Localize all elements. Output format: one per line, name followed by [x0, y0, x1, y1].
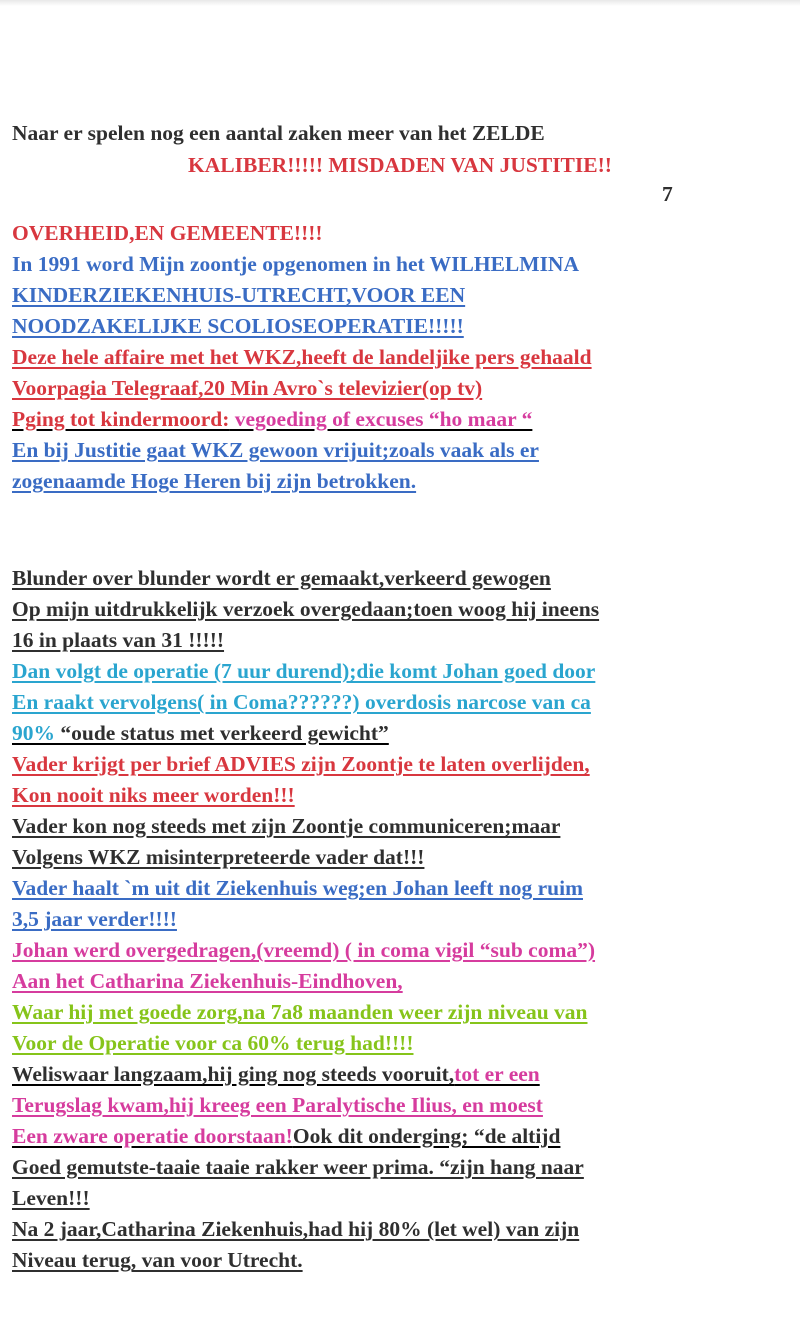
section2-line-12: 3,5 jaar verder!!!!	[12, 907, 177, 931]
section2-line-21: Leven!!!	[12, 1186, 90, 1210]
section1-line-3: KINDERZIEKENHUIS-UTRECHT,VOOR EEN	[12, 283, 466, 307]
header-line-1: Naar er spelen nog een aantal zaken meer van het ZELDE	[12, 121, 545, 145]
page-number: 7	[662, 182, 673, 206]
header-line-2: KALIBER!!!!! MISDADEN VAN JUSTITIE!!	[188, 153, 612, 177]
section1-line-4: NOODZAKELIJKE SCOLIOSEOPERATIE!!!!!	[12, 314, 464, 338]
section2-line-7: Vader krijgt per brief ADVIES zijn Zoontje te laten overlijden,	[12, 752, 590, 776]
section2-line-2: Op mijn uitdrukkelijk verzoek overgedaan;toen woog hij ineens	[12, 597, 600, 621]
section2-line-9: Vader kon nog steeds met zijn Zoontje communiceren;maar	[12, 814, 561, 838]
section2-line-19b: Ook dit onderging; “de altijd	[292, 1124, 561, 1148]
section2-line-17a: Weliswaar langzaam,hij ging nog steeds vooruit,	[12, 1062, 455, 1086]
section1-line-2: In 1991 word Mijn zoontje opgenomen in het WILHELMINA	[12, 252, 579, 276]
section2-line-20: Goed gemutste-taaie taaie rakker weer prima. “zijn hang naar	[12, 1155, 584, 1179]
section2-line-13: Johan werd overgedragen,(vreemd) ( in coma vigil “sub coma”)	[12, 938, 596, 962]
section2-line-15: Waar hij met goede zorg,na 7a8 maanden weer zijn niveau van	[12, 1000, 588, 1024]
section2-line-8: Kon nooit niks meer worden!!!	[12, 783, 295, 807]
section1-line-6: Voorpagia Telegraaf,20 Min Avro`s televizier(op tv)	[12, 376, 483, 400]
scan-edge	[0, 0, 800, 6]
section2-line-4: Dan volgt de operatie (7 uur durend);die komt Johan goed door	[12, 659, 596, 683]
section2-line-22: Na 2 jaar,Catharina Ziekenhuis,had hij 80% (let wel) van zijn	[12, 1217, 580, 1241]
section2-line-3: 16 in plaats van 31 !!!!!	[12, 628, 225, 652]
section2-line-5: En raakt vervolgens( in Coma??????) overdosis narcose van ca	[12, 690, 591, 714]
section1-line-7b: vegoeding of excuses “ho maar “	[229, 407, 533, 431]
section1-line-7a: Pging tot kindermoord:	[12, 407, 230, 431]
section1-line-1: OVERHEID,EN GEMEENTE!!!!	[12, 221, 323, 245]
section2-line-11: Vader haalt `m uit dit Ziekenhuis weg;en Johan leeft nog ruim	[12, 876, 583, 900]
section2-line-16: Voor de Operatie voor ca 60% terug had!!!!	[12, 1031, 414, 1055]
section2-line-14: Aan het Catharina Ziekenhuis-Eindhoven,	[12, 969, 403, 993]
section2-line-6a: 90%	[12, 721, 55, 745]
section2-line-23: Niveau terug, van voor Utrecht.	[12, 1248, 303, 1272]
section2-line-17b: tot er een	[454, 1062, 540, 1086]
section2-line-17	[12, 1059, 540, 1089]
section2-line-6	[12, 718, 389, 748]
section2-line-19a: Een zware operatie doorstaan!	[12, 1124, 293, 1148]
section1-line-8: En bij Justitie gaat WKZ gewoon vrijuit;zoals vaak als er	[12, 438, 539, 462]
section1-line-7	[12, 404, 532, 434]
section2-line-6b: “oude status met verkeerd gewicht”	[55, 721, 389, 745]
section2-line-1: Blunder over blunder wordt er gemaakt,verkeerd gewogen	[12, 566, 551, 590]
section1-line-5: Deze hele affaire met het WKZ,heeft de landeljike pers gehaald	[12, 345, 592, 369]
section1-line-9: zogenaamde Hoge Heren bij zijn betrokken.	[12, 469, 417, 493]
section2-line-18: Terugslag kwam,hij kreeg een Paralytische Ilius, en moest	[12, 1093, 543, 1117]
section2-line-10: Volgens WKZ misinterpreteerde vader dat!!!	[12, 845, 425, 869]
section2-line-19	[12, 1121, 560, 1151]
